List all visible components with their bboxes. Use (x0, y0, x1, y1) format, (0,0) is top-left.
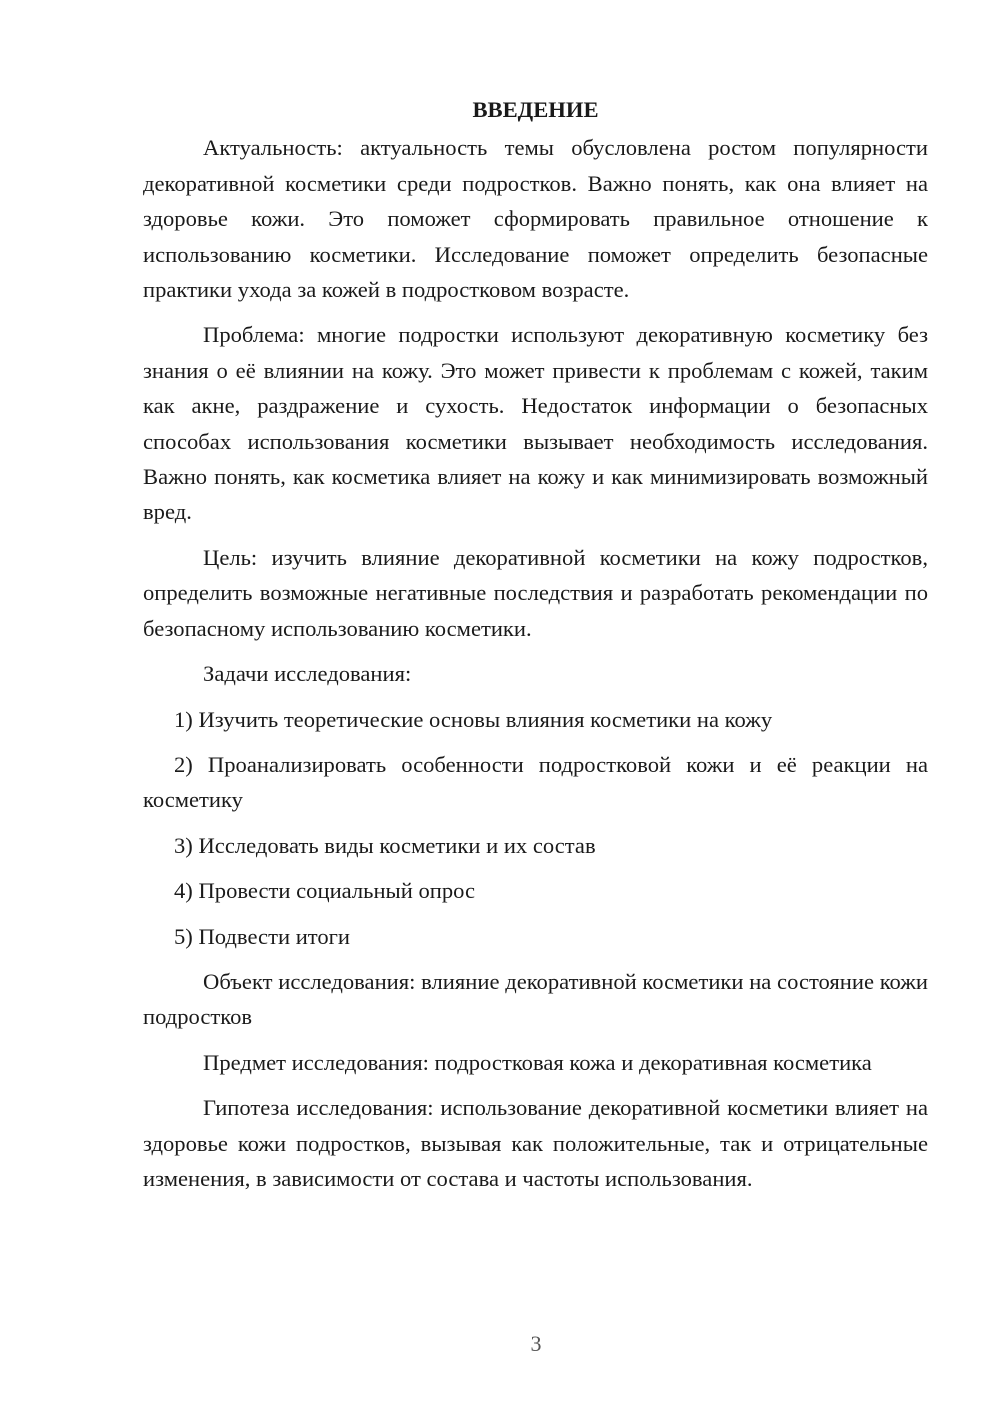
task-item-3: 3) Исследовать виды косметики и их состав (174, 832, 596, 858)
subject-paragraph: Предмет исследования: подростковая кожа и декоративная косметика (203, 1049, 872, 1075)
page-number: 3 (530, 1331, 542, 1356)
document-page (143, 92, 928, 1206)
problem-paragraph: Проблема: многие подростки используют декоративную косметику без знания о её влиянии на кожу. Это может привести к проблемам с кожей, таким как акне, раздражение и сухость. Недостаток информации о безопасных способах использования косметики вызывает необходимость исследования. Важно понять, как косметика влияет на кожу и как минимизировать возможный вред. (143, 322, 928, 525)
relevance-paragraph: Актуальность: актуальность темы обусловлена ростом популярности декоративной косметики среди подростков. Важно понять, как она влияет на здоровье кожи. Это поможет сформировать правильное отношение к использованию косметики. Исследование поможет определить безопасные практики ухода за кожей в подростковом возрасте. (143, 135, 928, 303)
section-title: ВВЕДЕНИЕ (472, 97, 599, 122)
tasks-heading: Задачи исследования: (203, 661, 412, 687)
object-paragraph: Объект исследования: влияние декоративной косметики на состояние кожи подростков (143, 968, 928, 1030)
task-item-2: 2) Проанализировать особенности подростковой кожи и её реакции на косметику (143, 751, 928, 813)
task-item-4: 4) Провести социальный опрос (174, 878, 476, 904)
task-item-1: 1) Изучить теоретические основы влияния косметики на кожу (174, 706, 773, 732)
task-item-5: 5) Подвести итоги (174, 923, 351, 949)
hypothesis-paragraph: Гипотеза исследования: использование декоративной косметики влияет на здоровье кожи подростков, вызывая как положительные, так и отрицательные изменения, в зависимости от состава и частоты использования. (143, 1095, 928, 1191)
goal-paragraph: Цель: изучить влияние декоративной косметики на кожу подростков, определить возможные негативные последствия и разработать рекомендации по безопасному использованию косметики. (143, 544, 928, 641)
